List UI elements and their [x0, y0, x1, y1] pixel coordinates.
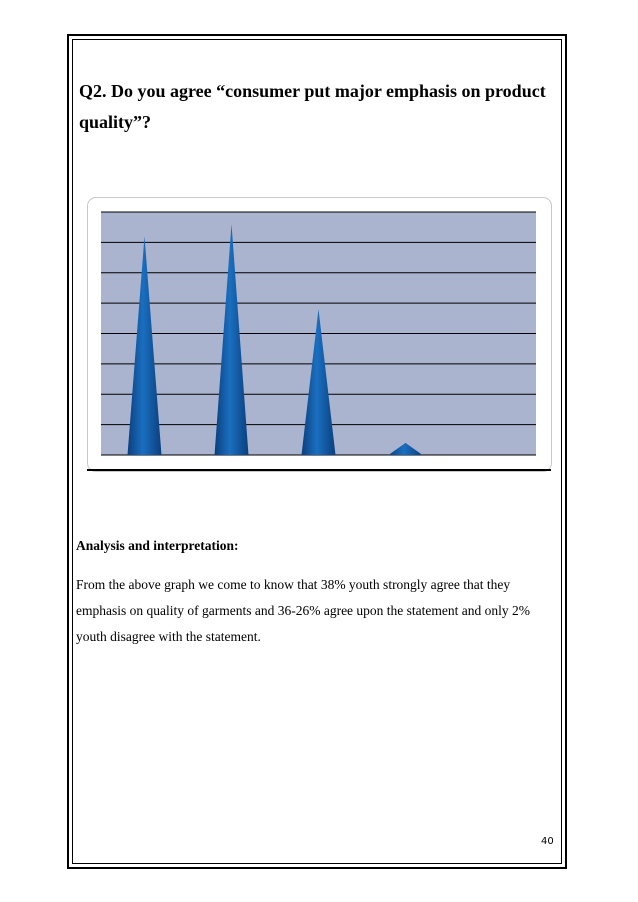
chart-underline [87, 469, 551, 471]
question-heading: Q2. Do you agree “consumer put major emphasis on product quality”? [79, 81, 546, 132]
page-number: 40 [541, 836, 554, 847]
analysis-paragraph: From the above graph we come to know that 38% youth strongly agree that they emphasis on quality of garments and 36-26% agree upon the statement and only 2% youth disagree with the statement. [76, 577, 531, 644]
chart-container [87, 197, 552, 472]
cone-chart [88, 198, 551, 471]
analysis-heading: Analysis and interpretation: [76, 538, 239, 553]
